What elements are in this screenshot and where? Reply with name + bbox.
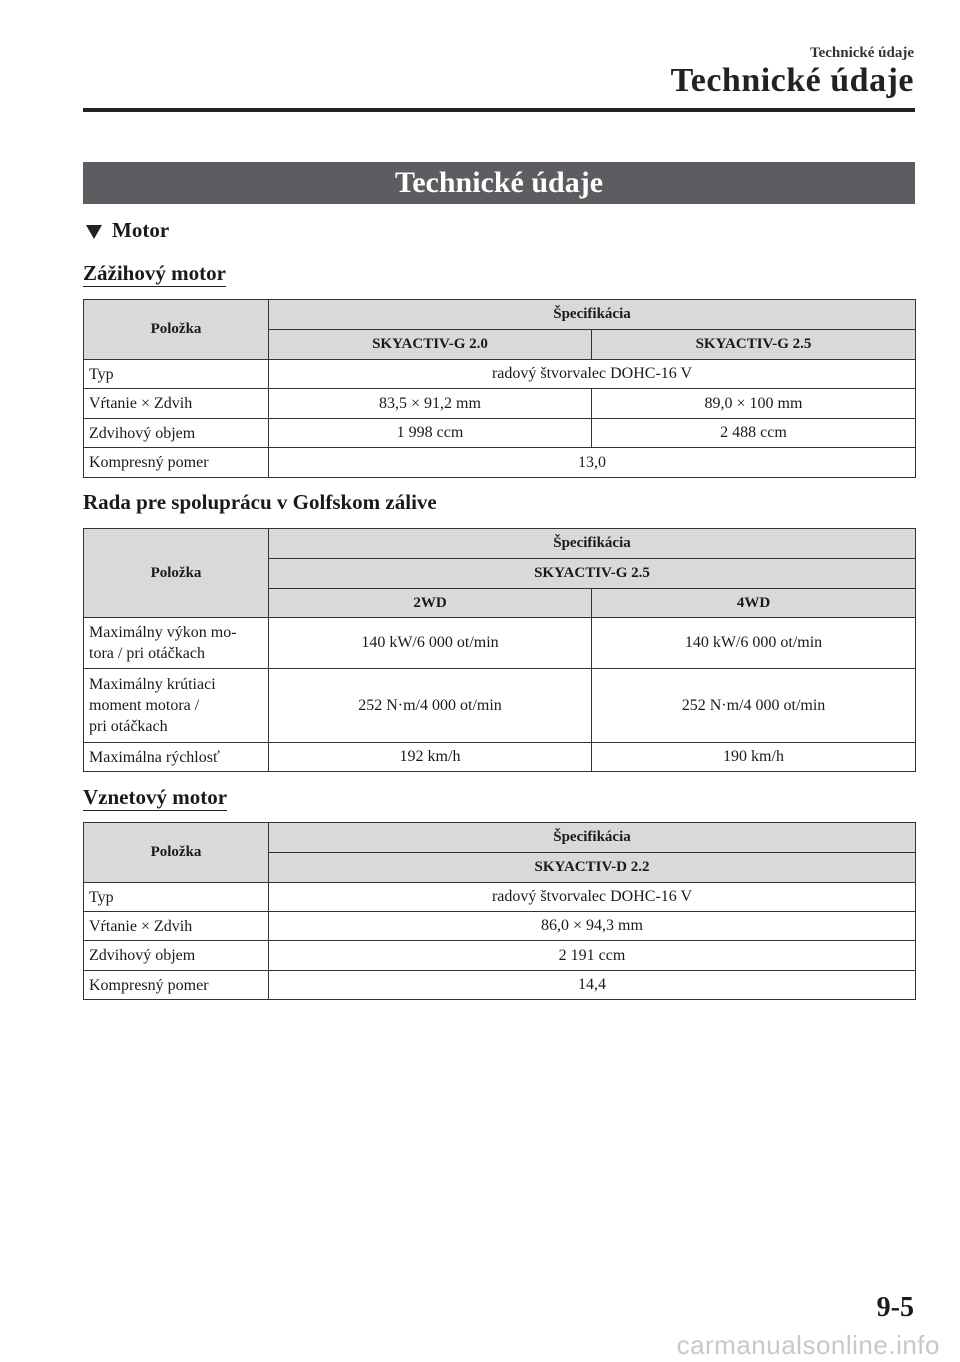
table-row [84, 669, 916, 743]
engine-header: SKYACTIV-G 2.5 [269, 559, 916, 589]
row-label: Maximálna rýchlosť [84, 743, 269, 772]
spec-header: Špecifikácia [269, 529, 916, 559]
cell-value: 2 191 ccm [269, 941, 916, 971]
column-header: 4WD [592, 589, 916, 618]
row-label: Zdvihový objem [84, 941, 269, 971]
section-banner: Technické údaje [83, 162, 915, 204]
cell-value: 83,5 × 91,2 mm [269, 389, 592, 419]
column-header: SKYACTIV-G 2.0 [269, 330, 592, 360]
petrol-table [83, 299, 916, 478]
cell-value: 1 998 ccm [269, 419, 592, 448]
row-label: Kompresný pomer [84, 448, 269, 478]
cell-value: 192 km/h [269, 743, 592, 772]
page-number: 9-5 [876, 1292, 914, 1323]
cell-value: radový štvorvalec DOHC-16 V [269, 883, 916, 912]
subsection-title: Motor [112, 218, 170, 242]
table-row [84, 389, 916, 419]
row-label: Vŕtanie × Zdvih [84, 912, 269, 941]
row-label: Kompresný pomer [84, 971, 269, 1000]
table-row [84, 912, 916, 941]
item-header: Položka [84, 823, 269, 883]
table-row [84, 300, 916, 330]
row-label: Typ [84, 883, 269, 912]
header-rule [83, 108, 915, 112]
diesel-heading: Vznetový motor [83, 785, 228, 809]
row-label: Zdvihový objem [84, 419, 269, 448]
row-label: Vŕtanie × Zdvih [84, 389, 269, 419]
diesel-table [83, 822, 916, 1000]
table-row [84, 941, 916, 971]
row-label: Maximálny výkon mo- tora / pri otáčkach [84, 618, 269, 669]
cell-value: 140 kW/6 000 ot/min [269, 618, 592, 669]
watermark: carmanualsonline.info [676, 1330, 940, 1360]
cell-value: 252 N·m/4 000 ot/min [269, 669, 592, 743]
petrol-heading: Zážihový motor [83, 261, 226, 285]
table-row [84, 448, 916, 478]
spec-header: Špecifikácia [269, 300, 916, 330]
running-header-title: Technické údaje [670, 62, 914, 99]
table-row [84, 529, 916, 559]
table-row [84, 971, 916, 1000]
cell-value: 86,0 × 94,3 mm [269, 912, 916, 941]
spec-header: Špecifikácia [269, 823, 916, 853]
row-label: Typ [84, 360, 269, 389]
cell-value: 89,0 × 100 mm [592, 389, 916, 419]
column-header: SKYACTIV-G 2.5 [592, 330, 916, 360]
item-header: Položka [84, 529, 269, 618]
gulf-heading: Rada pre spoluprácu v Golfskom zálive [83, 490, 437, 514]
cell-value: 190 km/h [592, 743, 916, 772]
cell-value: 14,4 [269, 971, 916, 1000]
table-row [84, 419, 916, 448]
engine-header: SKYACTIV-D 2.2 [269, 853, 916, 883]
item-header: Položka [84, 300, 269, 360]
gulf-table [83, 528, 916, 772]
triangle-down-icon [86, 225, 102, 239]
cell-value: 252 N·m/4 000 ot/min [592, 669, 916, 743]
table-row [84, 823, 916, 853]
table-row [84, 360, 916, 389]
cell-value: 2 488 ccm [592, 419, 916, 448]
table-row [84, 743, 916, 772]
cell-value: 13,0 [269, 448, 916, 478]
cell-value: radový štvorvalec DOHC-16 V [269, 360, 916, 389]
running-header-small: Technické údaje [809, 45, 914, 61]
table-row [84, 883, 916, 912]
subsection-motor [86, 218, 169, 243]
cell-value: 140 kW/6 000 ot/min [592, 618, 916, 669]
column-header: 2WD [269, 589, 592, 618]
table-row [84, 618, 916, 669]
row-label: Maximálny krútiaci moment motora / pri otáčkach [84, 669, 269, 743]
